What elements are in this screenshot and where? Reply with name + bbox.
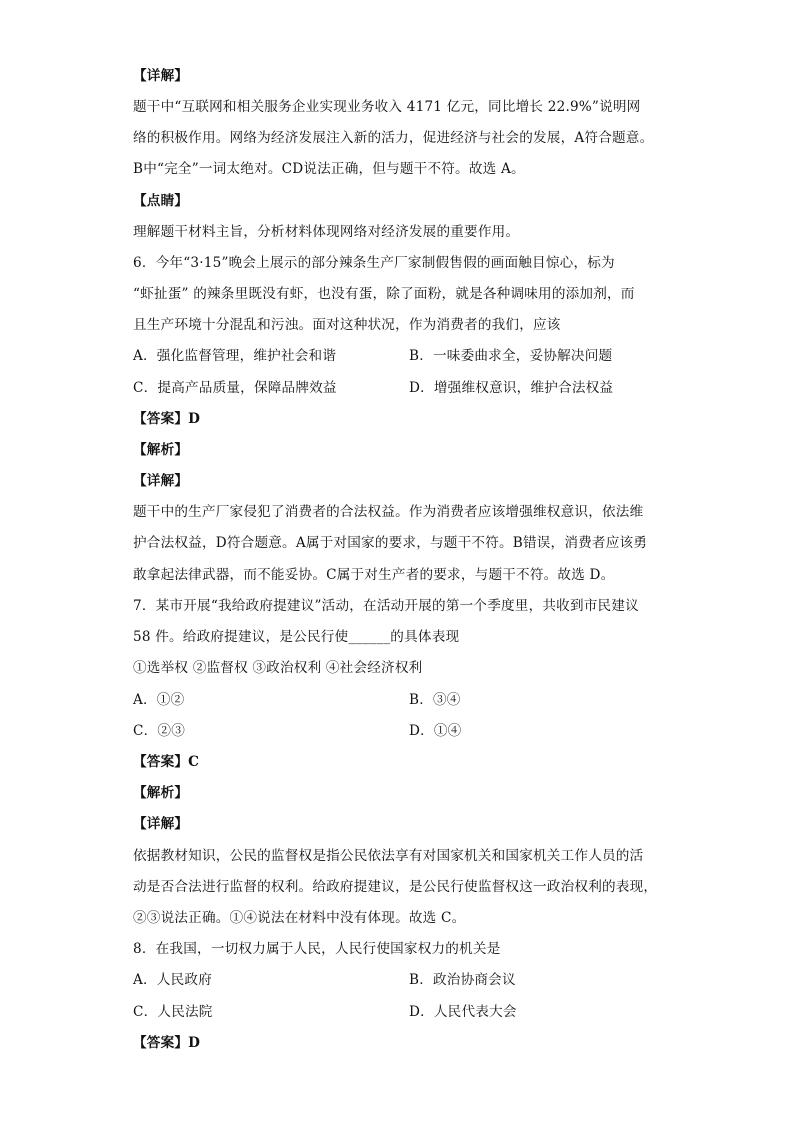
question-7-option-d: D．①④ xyxy=(409,723,462,739)
question-6-detail-heading: 【详解】 xyxy=(133,473,189,489)
question-6-option-a: A．强化监督管理，维护社会和谐 xyxy=(133,348,337,364)
question-7-option-c: C．②③ xyxy=(133,723,185,739)
remark-text: 理解题干材料主旨，分析材料体现网络对经济发展的重要作用。 xyxy=(133,224,520,240)
explanation-line: B中“完全”一词太绝对。CD说法正确，但与题干不符。故选 A。 xyxy=(133,161,525,177)
question-8-stem: 8．在我国，一切权力属于人民，人民行使国家权力的机关是 xyxy=(133,941,501,957)
question-6-stem: 且生产环境十分混乱和污浊。面对这种状况，作为消费者的我们，应该 xyxy=(133,317,561,333)
question-7-explanation: ②③说法正确。①④说法在材料中没有体现。故选 C。 xyxy=(133,910,466,926)
question-7-option-a: A．①② xyxy=(133,692,185,708)
question-6-option-c: C．提高产品质量，保障品牌效益 xyxy=(133,380,337,396)
question-7-explanation: 依据教材知识，公民的监督权是指公民依法享有对国家机关和国家机关工作人员的活 xyxy=(133,848,644,864)
question-7-explanation: 动是否合法进行监督的权利。给政府提建议，是公民行使监督权这一政治权利的表现， xyxy=(133,879,658,895)
question-7-option-b: B．③④ xyxy=(409,692,461,708)
question-7-answer: 【答案】C xyxy=(133,754,200,770)
detail-heading: 【详解】 xyxy=(133,68,189,84)
question-7-analysis-heading: 【解析】 xyxy=(133,785,189,801)
question-6-stem: 6．今年“3·15”晚会上展示的部分辣条生产厂家制假售假的画面触目惊心，标为 xyxy=(133,255,615,271)
question-6-explanation: 敢拿起法律武器，而不能妥协。C属于对生产者的要求，与题干不符。故选 D。 xyxy=(133,567,615,583)
question-8-option-c: C．人民法院 xyxy=(133,1004,213,1020)
question-6-option-d: D．增强维权意识，维护合法权益 xyxy=(409,380,614,396)
question-7-detail-heading: 【详解】 xyxy=(133,816,189,832)
question-7-stem: 7．某市开展“我给政府提建议”活动，在活动开展的第一个季度里，共收到市民建议 xyxy=(133,598,639,614)
explanation-line: 络的积极作用。网络为经济发展注入新的活力，促进经济与社会的发展，A符合题意。 xyxy=(133,130,654,146)
question-8-option-a: A．人民政府 xyxy=(133,972,212,988)
explanation-line: 题干中“互联网和相关服务企业实现业务收入 4171 亿元，同比增长 22.9%”说明网 xyxy=(133,99,641,115)
question-8-option-b: B．政治协商会议 xyxy=(409,972,516,988)
question-7-choices: ①选举权 ②监督权 ③政治权利 ④社会经济权利 xyxy=(133,660,423,676)
question-6-analysis-heading: 【解析】 xyxy=(133,442,189,458)
question-6-explanation: 题干中的生产厂家侵犯了消费者的合法权益。作为消费者应该增强维权意识，依法维 xyxy=(133,504,644,520)
question-6-stem: “虾扯蛋” 的辣条里既没有虾，也没有蛋，除了面粉，就是各种调味用的添加剂，而 xyxy=(133,286,635,302)
question-7-stem: 58 件。给政府提建议，是公民行使______的具体表现 xyxy=(133,629,460,645)
question-8-answer: 【答案】D xyxy=(133,1035,201,1051)
question-6-option-b: B．一味委曲求全，妥协解决问题 xyxy=(409,348,613,364)
question-6-explanation: 护合法权益，D符合题意。A属于对国家的要求，与题干不符。B错误，消费者应该勇 xyxy=(133,535,648,551)
remark-heading: 【点睛】 xyxy=(133,193,189,209)
question-8-option-d: D．人民代表大会 xyxy=(409,1004,517,1020)
question-6-answer: 【答案】D xyxy=(133,411,201,427)
